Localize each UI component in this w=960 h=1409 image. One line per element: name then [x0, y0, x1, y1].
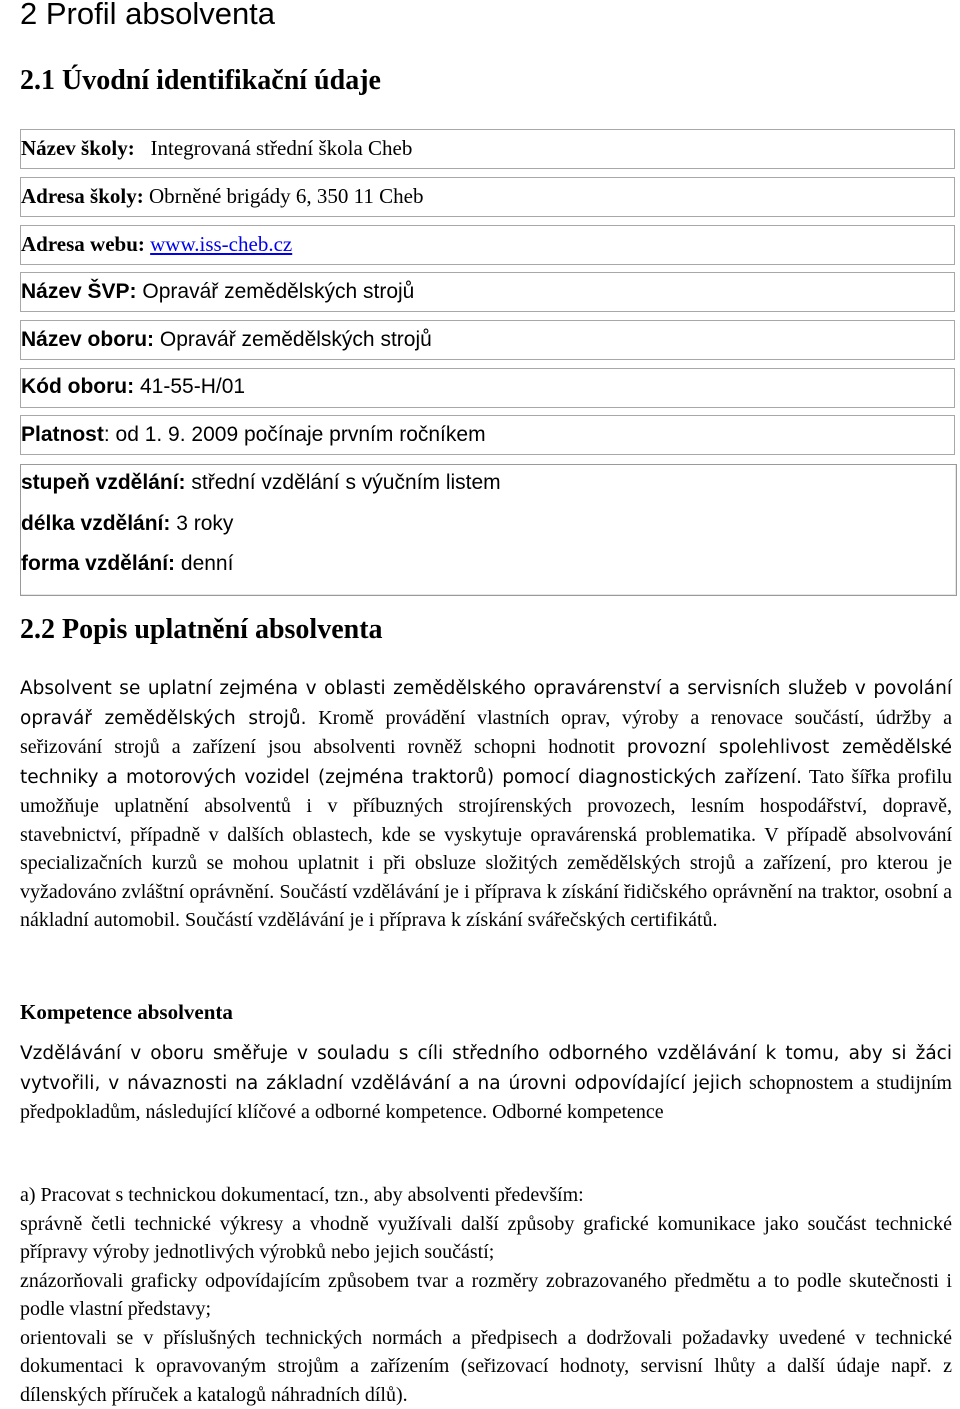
- section-heading-graduate-application: 2.2 Popis uplatnění absolventa: [20, 612, 383, 648]
- competence-paragraph: [20, 1039, 952, 1127]
- popis-part2: Kromě provádění vlastních oprav, výroby a renovace součástí, údržby a seřizování strojů a zařízení jsou absolventi rovněž schopni hodnotit: [20, 707, 952, 759]
- list-a: [20, 1181, 952, 1409]
- label-education-form: forma vzdělání:: [21, 552, 175, 575]
- label-education-length: délka vzdělání:: [21, 512, 170, 535]
- label-field-code: Kód oboru:: [21, 375, 134, 398]
- list-a-intro: a) Pracovat s technickou dokumentací, tzn., aby absolventi především:: [20, 1181, 952, 1210]
- graduate-application-paragraph: [20, 674, 952, 935]
- label-web: Adresa webu:: [21, 232, 145, 256]
- popis-part5: V případě absolvování specializačních kurzů se mohou uplatnit i při obsluze složitých zemědělských strojů a zařízení, pro kterou je vyžadováno zvláštní oprávnění. Součástí vzdělávání je i příprava k získání řidičského oprávnění na traktor, osobní a nákladní automobil. Součástí vzdělávání je i příprava k získání svářečských certifikátů.: [20, 824, 952, 932]
- list-item: orientovali se v příslušných technických normách a předpisech a dodržovali požadavky uvedené v technické dokumentaci k opravovaným strojům a zařízením (seřizovací hodnoty, servisní lhůty a další údaje např. z dílenských příruček a katalogů náhradních dílů).: [20, 1324, 952, 1409]
- value-field-name: Opravář zemědělských strojů: [160, 328, 432, 351]
- label-school-name: Název školy:: [21, 136, 135, 160]
- value-school-address: Obrněné brigády 6, 350 11 Cheb: [149, 184, 424, 208]
- value-education-form: denní: [181, 552, 234, 575]
- popis-part1: Absolvent se uplatní zejména v oblasti zemědělského opravárenství a servisních služeb v povolání opravář zemědělských strojů.: [20, 678, 952, 729]
- popis-part3: provozní spolehlivost zemědělské techniky a motorových vozidel (zejména traktorů) pomocí diagnostických zařízení.: [20, 737, 952, 788]
- value-svp: Opravář zemědělských strojů: [142, 280, 414, 303]
- label-validity: Platnost: [21, 423, 104, 446]
- competence-heading: Kompetence absolventa: [20, 998, 233, 1026]
- web-link[interactable]: www.iss-cheb.cz: [150, 232, 292, 256]
- kompetence-part1: Vzdělávání v oboru směřuje v souladu s cíli středního odborného vzdělávání k tomu, aby si žáci vytvořili, v návaznosti na základní vzdělávání a na úrovni odpovídající jejich: [20, 1043, 952, 1094]
- label-svp: Název ŠVP:: [21, 280, 137, 303]
- list-item: správně četli technické výkresy a vhodně využívali další způsoby grafické komunikace jako součást technické přípravy výroby jednotlivých výrobků nebo jejich součástí;: [20, 1210, 952, 1267]
- label-school-address: Adresa školy:: [21, 184, 144, 208]
- popis-part4: Tato šířka profilu umožňuje uplatnění absolventů i v příbuzných strojírenských provozech, lesním hospodářství, dopravě, stavebnictví, případně v dalších oblastech, kde se vyskytuje opravárenská problematika.: [20, 766, 952, 846]
- value-field-code: 41-55-H/01: [140, 375, 245, 398]
- value-school-name: Integrovaná střední škola Cheb: [151, 136, 413, 160]
- value-education-level: střední vzdělání s výučním listem: [191, 471, 500, 494]
- list-item: znázorňovali graficky odpovídajícím způsobem tvar a rozměry zobrazovaného předmětu a to podle skutečnosti i podle vlastní představy;: [20, 1267, 952, 1324]
- value-validity: : od 1. 9. 2009 počínaje prvním ročníkem: [104, 423, 486, 446]
- section-heading-identification: 2.1 Úvodní identifikační údaje: [20, 63, 381, 99]
- label-field-name: Název oboru:: [21, 328, 154, 351]
- kompetence-part2: schopnostem a studijním předpokladům, následující klíčové a odborné kompetence. Odborné kompetence: [20, 1072, 952, 1124]
- label-education-level: stupeň vzdělání:: [21, 471, 186, 494]
- value-education-length: 3 roky: [176, 512, 233, 535]
- page-heading: 2 Profil absolventa: [20, 0, 275, 36]
